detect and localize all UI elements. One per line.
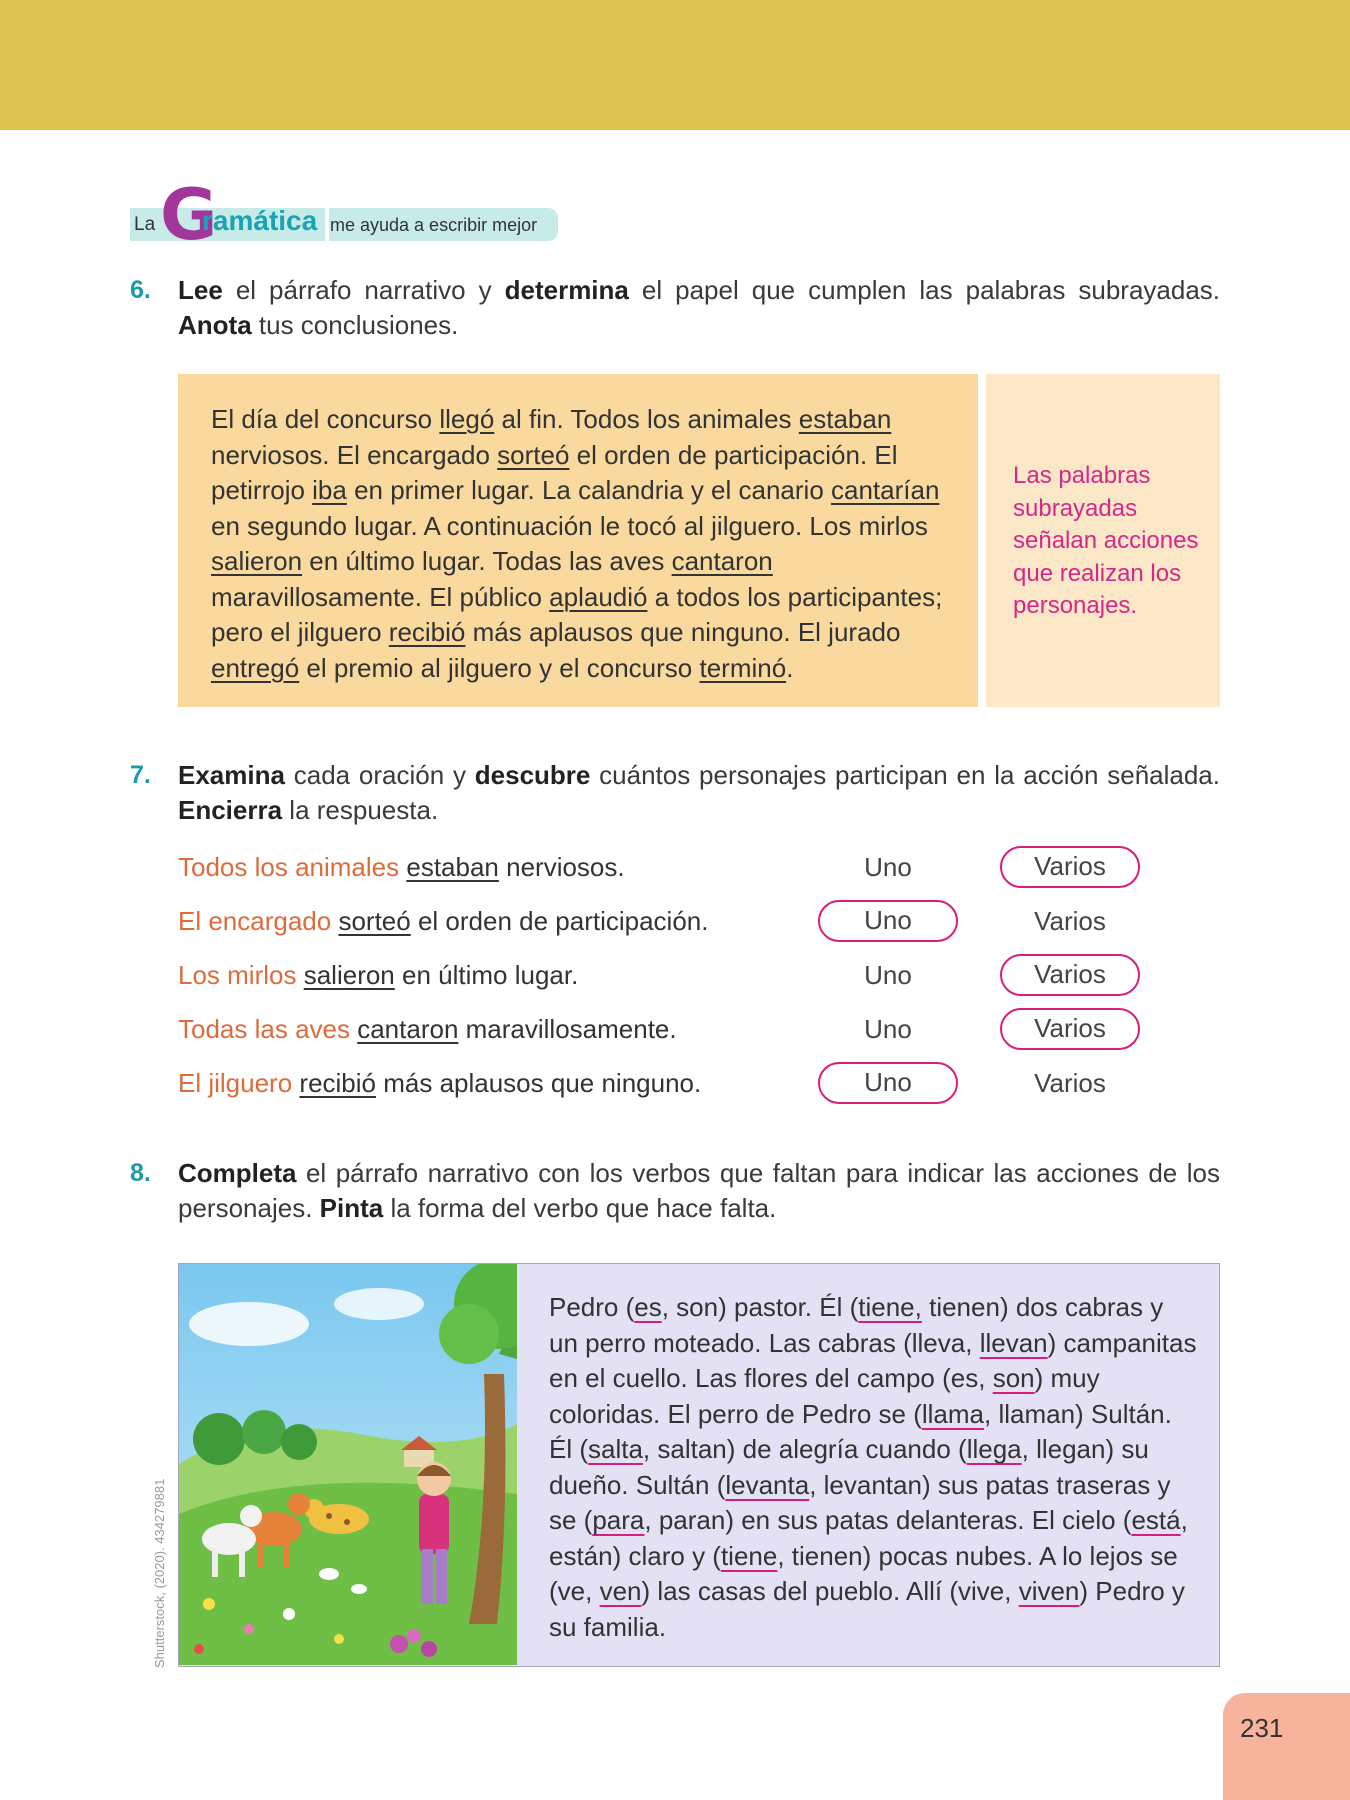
text-segment: cuántos personajes participan en la acción señalada. — [590, 760, 1220, 790]
underlined-word: salieron — [211, 546, 303, 576]
underlined-word: viven — [1018, 1576, 1080, 1606]
q7-row — [178, 846, 1158, 890]
text-segment: el orden de participación. El petirrojo — [211, 439, 898, 505]
bold-word: Anota — [178, 310, 252, 340]
q6-paragraph-box — [178, 374, 978, 707]
text-segment: tienen) dos cabras y un perro moteado. Las cabras (lleva, — [549, 1292, 1164, 1358]
text-segment: Pedro ( — [549, 1292, 635, 1322]
q7-option-uno[interactable]: Uno — [864, 1014, 912, 1044]
text-segment: el párrafo narrativo con los verbos que faltan para indicar las acciones de los personajes. — [178, 1158, 1220, 1223]
underlined-word: levanta — [725, 1469, 810, 1500]
text-segment: cada oración y — [284, 760, 475, 790]
q6-answer-box — [986, 374, 1220, 707]
q7-subject: El encargado — [178, 906, 332, 936]
q7-option-uno[interactable]: Uno — [818, 900, 958, 942]
text-segment: , levantan) sus patas traseras y se ( — [549, 1469, 1171, 1535]
page-number-tab — [1223, 1693, 1350, 1800]
text-segment: en último lugar. Todas las aves — [302, 546, 672, 576]
underlined-word: recibió — [388, 617, 466, 647]
q8-instruction — [178, 1156, 1220, 1226]
text-segment: la forma del verbo que hace falta. — [383, 1193, 777, 1223]
q6-answer-note: Las palabras subrayadas señalan acciones que realizan los personajes. — [1013, 462, 1199, 619]
q8-box — [178, 1263, 1220, 1667]
text-segment: el párrafo narrativo y — [222, 275, 505, 305]
q7-sentence — [178, 906, 708, 937]
underlined-word: llevan — [979, 1327, 1048, 1358]
text-segment: , paran) en sus patas delanteras. El cielo ( — [644, 1505, 1132, 1535]
q6-instruction — [178, 273, 1220, 343]
bold-word: Examina — [178, 760, 285, 790]
text-segment: el papel que cumplen las palabras subrayadas. — [628, 275, 1221, 305]
q7-sentence — [178, 1068, 701, 1099]
text-segment: nerviosos. El encargado — [211, 439, 498, 470]
underlined-word: ven — [599, 1576, 642, 1606]
q7-instruction — [178, 758, 1220, 828]
q6-number: 6. — [130, 276, 151, 304]
shepherd-illustration — [179, 1264, 517, 1665]
underlined-word: tiene — [720, 1540, 778, 1571]
q7-verb: estaban — [406, 852, 499, 882]
bold-word: descubre — [474, 760, 591, 790]
q7-verb: salieron — [303, 960, 395, 990]
q8-number: 8. — [130, 1159, 151, 1187]
text-segment: ) muy coloridas. El perro de Pedro se ( — [549, 1363, 1100, 1429]
q7-verb: recibió — [299, 1068, 376, 1098]
underlined-word: son — [992, 1363, 1035, 1393]
text-segment: , llegan) su dueño. Sultán ( — [549, 1434, 1149, 1500]
text-segment: . — [786, 652, 794, 683]
bold-word: Lee — [178, 275, 223, 305]
q7-rest: en último lugar. — [394, 960, 579, 990]
text-segment: El día del concurso — [211, 404, 440, 434]
q7-subject: El jilguero — [178, 1068, 293, 1098]
underlined-word: está — [1131, 1505, 1181, 1535]
text-segment: más aplausos que ninguno. El jurado — [465, 617, 901, 647]
bold-word: Pinta — [319, 1193, 384, 1223]
underlined-word: sorteó — [497, 439, 570, 470]
underlined-word: para — [592, 1505, 645, 1535]
underlined-word: es — [634, 1292, 662, 1322]
text-segment: maravillosamente. El público — [211, 581, 550, 612]
q7-sentence — [178, 1014, 677, 1045]
text-segment: a todos los participantes; pero el jilguero — [211, 581, 943, 647]
underlined-word: aplaudió — [549, 581, 648, 612]
q7-option-uno[interactable]: Uno — [818, 1062, 958, 1104]
q7-option-varios[interactable]: Varios — [1034, 906, 1106, 936]
image-credit: Shutterstock, (2020). 434279881 — [152, 1478, 167, 1668]
underlined-word: entregó — [211, 652, 300, 683]
text-segment: , llaman) Sultán. Él ( — [549, 1398, 1172, 1464]
text-segment: , saltan) de alegría cuando ( — [642, 1434, 967, 1464]
q6-paragraph — [211, 402, 971, 686]
q7-subject: Los mirlos — [178, 960, 297, 990]
underlined-word: salta — [588, 1434, 643, 1464]
q7-option-varios[interactable]: Varios — [1034, 1068, 1106, 1098]
q7-number: 7. — [130, 761, 151, 789]
badge-big-g: G — [160, 174, 218, 256]
q7-option-uno[interactable]: Uno — [864, 960, 912, 990]
underlined-word: llama — [921, 1398, 984, 1429]
q7-option-varios[interactable]: Varios — [1000, 846, 1140, 888]
text-segment: al fin. Todos los animales — [494, 404, 799, 434]
text-segment: en primer lugar. La calandria y el canario — [346, 475, 832, 505]
top-color-band — [0, 0, 1350, 130]
section-badge — [130, 174, 560, 256]
bold-word: determina — [504, 275, 629, 305]
q7-row — [178, 1008, 1158, 1052]
badge-separator — [325, 208, 329, 241]
q7-rest: nerviosos. — [498, 852, 625, 882]
text-segment: , son) pastor. Él ( — [661, 1292, 859, 1322]
text-segment: el premio al jilguero y el concurso — [299, 652, 700, 683]
q7-sentence — [178, 852, 625, 883]
underlined-word: iba — [312, 475, 347, 505]
underlined-word: llegó — [439, 404, 495, 434]
q7-subject: Todos los animales — [178, 852, 400, 882]
bold-word: Encierra — [178, 795, 283, 825]
underlined-word: terminó — [699, 652, 787, 683]
text-segment: en segundo lugar. A continuación le tocó al jilguero. Los mirlos — [211, 510, 928, 541]
underlined-word: estaban — [798, 404, 892, 434]
bold-word: Completa — [178, 1158, 297, 1188]
page-number: 231 — [1240, 1713, 1284, 1743]
text-segment: ) las casas del pueblo. Allí (vive, — [641, 1576, 1019, 1606]
badge-tagline: me ayuda a escribir mejor — [330, 215, 538, 235]
q7-row — [178, 900, 1158, 944]
underlined-word: cantarían — [831, 475, 940, 505]
underlined-word: tiene, — [858, 1292, 922, 1322]
q7-row — [178, 954, 1158, 998]
q7-option-varios[interactable]: Varios — [1000, 954, 1140, 996]
text-segment: tus conclusiones. — [251, 310, 459, 340]
text-segment: la respuesta. — [282, 795, 439, 825]
q7-rest: más aplausos que ninguno. — [376, 1068, 702, 1098]
q7-sentence — [178, 960, 578, 991]
badge-ramatica: ramática — [202, 205, 318, 236]
q8-paragraph — [549, 1290, 1199, 1645]
q7-verb: sorteó — [338, 906, 411, 936]
text-segment: ) Pedro y su familia. — [549, 1576, 1185, 1642]
text-segment: ) campanitas en el cuello. Las flores del campo (es, — [549, 1327, 1197, 1393]
underlined-word: llega — [966, 1434, 1022, 1464]
q7-option-varios[interactable]: Varios — [1000, 1008, 1140, 1050]
text-segment: , están) claro y ( — [549, 1505, 1188, 1571]
q7-option-uno[interactable]: Uno — [864, 852, 912, 882]
text-segment: , tienen) pocas nubes. A lo lejos se (ve, — [549, 1540, 1178, 1606]
q7-verb: cantaron — [357, 1014, 459, 1044]
q7-row — [178, 1062, 1158, 1106]
q7-subject: Todas las aves — [178, 1014, 350, 1044]
underlined-word: cantaron — [671, 546, 773, 576]
q7-rest: maravillosamente. — [458, 1014, 677, 1044]
q7-rest: el orden de participación. — [410, 906, 709, 936]
badge-la: La — [134, 214, 156, 235]
